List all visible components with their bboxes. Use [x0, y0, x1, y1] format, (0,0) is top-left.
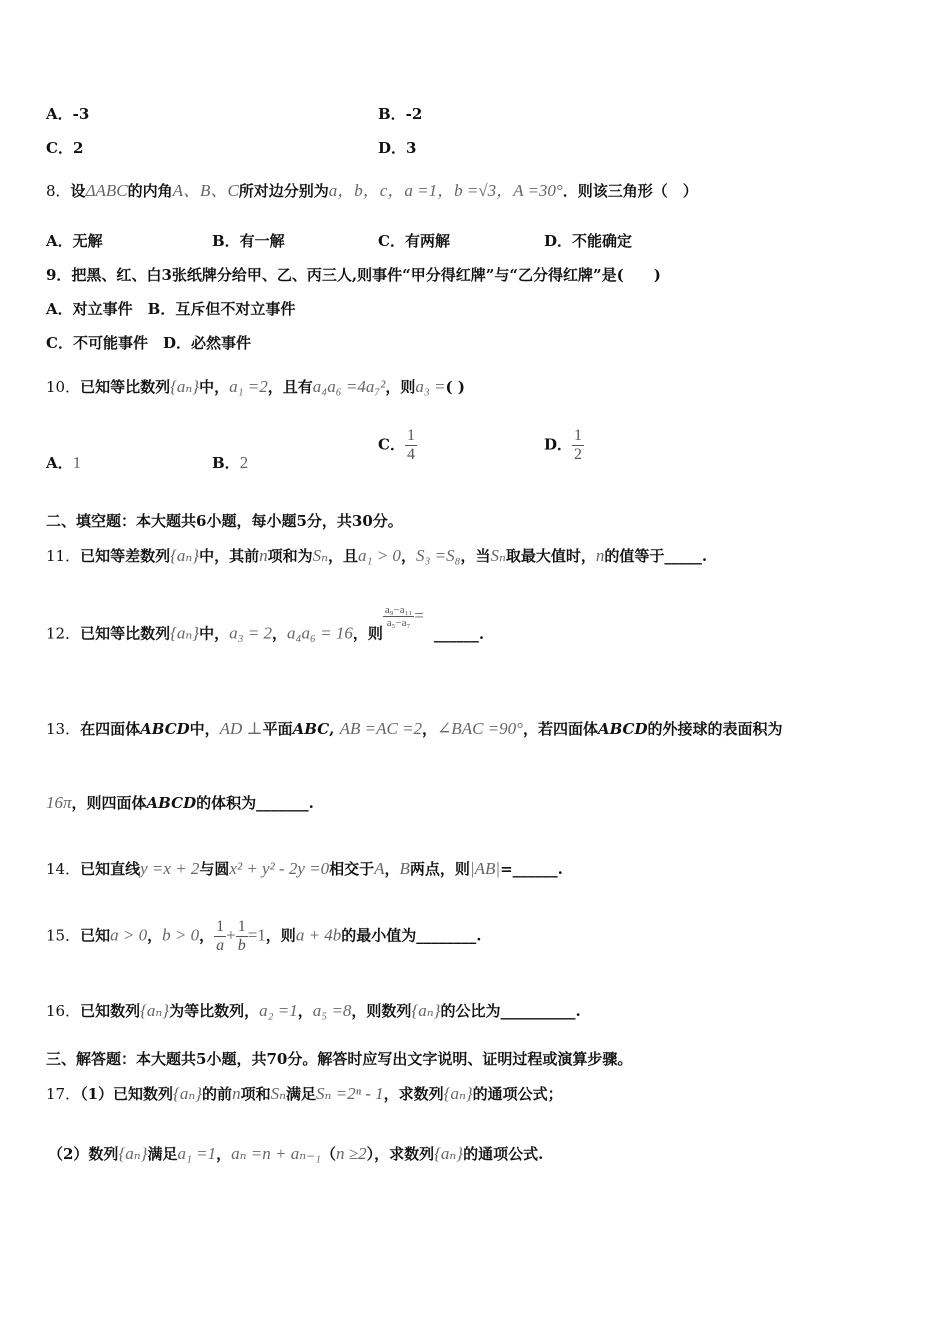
question-13-continued: [46, 792, 314, 813]
math: B: [399, 859, 410, 878]
math: a₁ > 0: [358, 546, 401, 565]
equals: =: [414, 605, 424, 625]
question-number: 17．: [46, 1085, 81, 1103]
text: ，: [384, 860, 400, 878]
question-13: [46, 718, 783, 739]
text-italic: ABCD: [597, 720, 648, 738]
question-number: 10．: [46, 378, 81, 396]
question-15: [46, 918, 482, 955]
text: ，则: [265, 926, 296, 945]
option-label: D．: [544, 435, 573, 454]
text: 中，: [199, 624, 230, 643]
math: a₄a₆ = 16: [287, 623, 353, 643]
question-17-part-1: [46, 1083, 563, 1104]
text: 中，: [199, 378, 230, 396]
text: 的公比为__________.: [440, 1002, 581, 1020]
text: ．则该三角形（ ）: [562, 182, 698, 200]
math: 16π: [46, 793, 72, 812]
math: AB =AC =2: [339, 719, 423, 738]
text: （: [320, 1145, 336, 1163]
math: n: [259, 546, 268, 565]
math: a > 0: [110, 925, 148, 945]
math: =1: [247, 925, 266, 945]
text: 所对边分别为: [238, 182, 329, 200]
q10-option-b: [212, 452, 248, 473]
text: 为等比数列，: [169, 1002, 260, 1020]
option-d: D．3: [378, 139, 417, 157]
question-11: [46, 545, 707, 566]
text: ( ): [445, 378, 465, 396]
math: Sₙ: [312, 546, 329, 565]
text: 满足: [147, 1145, 178, 1163]
text: 两点，则: [409, 860, 470, 878]
math: n: [595, 546, 605, 565]
q9-options-cd: C．不可能事件 D．必然事件: [46, 334, 251, 352]
math: n ≥2: [335, 1144, 367, 1163]
question-number: 8．: [46, 182, 71, 200]
text: ，则: [352, 624, 383, 643]
answer-blank: ______.: [433, 624, 485, 643]
q9-options-ab: A．对立事件 B．互斥但不对立事件: [46, 300, 296, 318]
text: ,: [329, 720, 335, 738]
q8-option-c: C．有两解: [378, 232, 450, 250]
math: {aₙ}: [118, 1144, 148, 1163]
text: 的体积为_______.: [196, 794, 314, 812]
text: ，: [216, 1145, 232, 1163]
math: S₃ =S₈: [415, 546, 461, 565]
fraction: [572, 427, 584, 464]
math: a₃ =: [415, 377, 446, 396]
math: n: [232, 1084, 241, 1103]
text: 项和: [240, 1085, 271, 1103]
math: aₙ =n + aₙ₋₁: [231, 1144, 321, 1163]
text: 设: [70, 182, 86, 200]
numerator: 1: [406, 427, 415, 444]
math: a₂ =1: [259, 1001, 298, 1020]
q8-option-a: A．无解: [46, 232, 103, 250]
text: ，则四面体: [71, 794, 147, 812]
math: AD ⊥: [219, 719, 263, 738]
text: （1）已知数列: [80, 1085, 174, 1103]
fraction: [405, 427, 417, 464]
text: ，: [297, 1002, 313, 1020]
q10-option-d: [544, 427, 584, 464]
text-italic: ABCD: [146, 794, 197, 812]
math: {aₙ}: [140, 1001, 170, 1020]
denominator: 4: [406, 446, 415, 463]
denominator: a: [216, 937, 225, 954]
fraction: [236, 918, 248, 955]
text: 已知数列: [80, 1002, 141, 1020]
math: Sₙ =2ⁿ - 1: [315, 1084, 384, 1103]
math: |AB|: [469, 859, 501, 878]
math: a₁ =2: [229, 377, 268, 396]
option-b: B．-2: [378, 105, 423, 123]
question-17-part-2: [48, 1143, 543, 1164]
text: 的通项公式.: [463, 1145, 544, 1163]
text: ，: [400, 547, 416, 565]
question-number: 13．: [46, 720, 81, 738]
text: 已知等比数列: [80, 624, 171, 643]
text: ），求数列: [366, 1145, 435, 1163]
text: ，求数列: [383, 1085, 444, 1103]
text: （2）数列: [48, 1145, 119, 1163]
text: 的通项公式；: [472, 1085, 563, 1103]
denominator: b: [237, 937, 246, 954]
math: {aₙ}: [434, 1144, 464, 1163]
math: A、B、C: [172, 181, 239, 200]
question-10: [46, 376, 465, 397]
q10-option-a: [46, 452, 81, 473]
text: 已知: [80, 926, 111, 945]
math: a₄a₆ =4a₇²: [312, 377, 386, 396]
math: a₅ =8: [312, 1001, 352, 1020]
text: 平面: [262, 720, 293, 738]
question-8: [46, 176, 698, 201]
numerator: a₉−a₁₁: [384, 604, 413, 616]
text: 已知等差数列: [80, 547, 171, 565]
math: a，b，c，a =1，b =√3，A =30°: [328, 181, 563, 200]
text: 已知等比数列: [80, 378, 171, 396]
text-italic: ABC: [292, 720, 330, 738]
text: ，: [422, 720, 438, 738]
q10-option-c: [378, 427, 417, 464]
denominator: a₅−a₇: [386, 617, 411, 629]
text: 取最大值时，: [505, 547, 596, 565]
text: 中，其前: [199, 547, 260, 565]
text: 已知直线: [80, 860, 141, 878]
fraction: [214, 918, 226, 955]
math: ∠BAC =90°: [437, 719, 523, 738]
option-value: 2: [239, 453, 249, 472]
text: ，且: [328, 547, 359, 565]
numerator: 1: [216, 918, 225, 935]
text: ，: [272, 624, 288, 643]
text: 的最小值为________.: [341, 926, 482, 945]
math: b > 0: [162, 925, 200, 945]
section-2-heading: 二、填空题：本大题共6小题，每小题5分，共30分。: [46, 512, 403, 530]
text: 相交于: [329, 860, 375, 878]
math: a + 4b: [295, 925, 342, 945]
denominator: 2: [574, 446, 583, 463]
option-label: B．: [212, 454, 240, 472]
math: a₃ = 2: [229, 623, 273, 643]
text: ，则: [385, 378, 416, 396]
question-12: [46, 604, 485, 647]
question-9: 9．把黑、红、白3张纸牌分给甲、乙、丙三人,则事件“甲分得红牌”与“乙分得红牌”是( ): [46, 266, 661, 284]
option-label: C．: [378, 435, 405, 454]
text-italic: ABCD: [140, 720, 190, 738]
math: a₁ =1: [177, 1144, 217, 1163]
text: ，: [199, 926, 215, 945]
math: x² + y² - 2y =0: [229, 859, 330, 878]
fraction: [383, 604, 414, 629]
numerator: 1: [574, 427, 583, 444]
option-c: C．2: [46, 139, 84, 157]
math: A: [374, 859, 385, 878]
option-label: A．: [46, 454, 73, 472]
question-16: [46, 1000, 581, 1021]
question-number: 12．: [46, 624, 81, 643]
text: ，当: [460, 547, 491, 565]
math: y =x + 2: [140, 859, 200, 878]
text: 的值等于_____.: [604, 547, 708, 565]
numerator: 1: [237, 918, 246, 935]
question-number: 15．: [46, 926, 81, 945]
text: ，则数列: [351, 1002, 412, 1020]
text: =______.: [500, 860, 563, 878]
text: 的内角: [127, 182, 173, 200]
question-14: [46, 858, 563, 879]
text: 项和为: [267, 547, 313, 565]
text: ，且有: [267, 378, 313, 396]
math: {aₙ}: [173, 1084, 203, 1103]
question-number: 11．: [46, 547, 81, 565]
math: {aₙ}: [443, 1084, 473, 1103]
section-3-heading: 三、解答题：本大题共5小题，共70分。解答时应写出文字说明、证明过程或演算步骤。: [46, 1050, 633, 1068]
math: {aₙ}: [170, 623, 200, 643]
plus: +: [226, 925, 236, 945]
text: 与圆: [199, 860, 230, 878]
q8-option-b: B．有一解: [212, 232, 285, 250]
text: ，: [147, 926, 163, 945]
q8-option-d: D．不能确定: [544, 232, 633, 250]
text: 中，: [189, 720, 220, 738]
math: Sₙ: [490, 546, 506, 565]
text: ，若四面体: [522, 720, 598, 738]
text: 的前: [202, 1085, 233, 1103]
text: 满足: [285, 1085, 316, 1103]
math: {aₙ}: [170, 546, 200, 565]
question-number: 16．: [46, 1002, 81, 1020]
math: {aₙ}: [170, 377, 200, 396]
math: Sₙ: [270, 1084, 286, 1103]
text: 的外接球的表面积为: [647, 720, 783, 738]
text: 在四面体: [80, 720, 141, 738]
math: ΔABC: [85, 181, 128, 200]
option-value: 1: [72, 453, 82, 472]
question-number: 14．: [46, 860, 81, 878]
math: {aₙ}: [411, 1001, 441, 1020]
option-a: A．-3: [46, 105, 90, 123]
